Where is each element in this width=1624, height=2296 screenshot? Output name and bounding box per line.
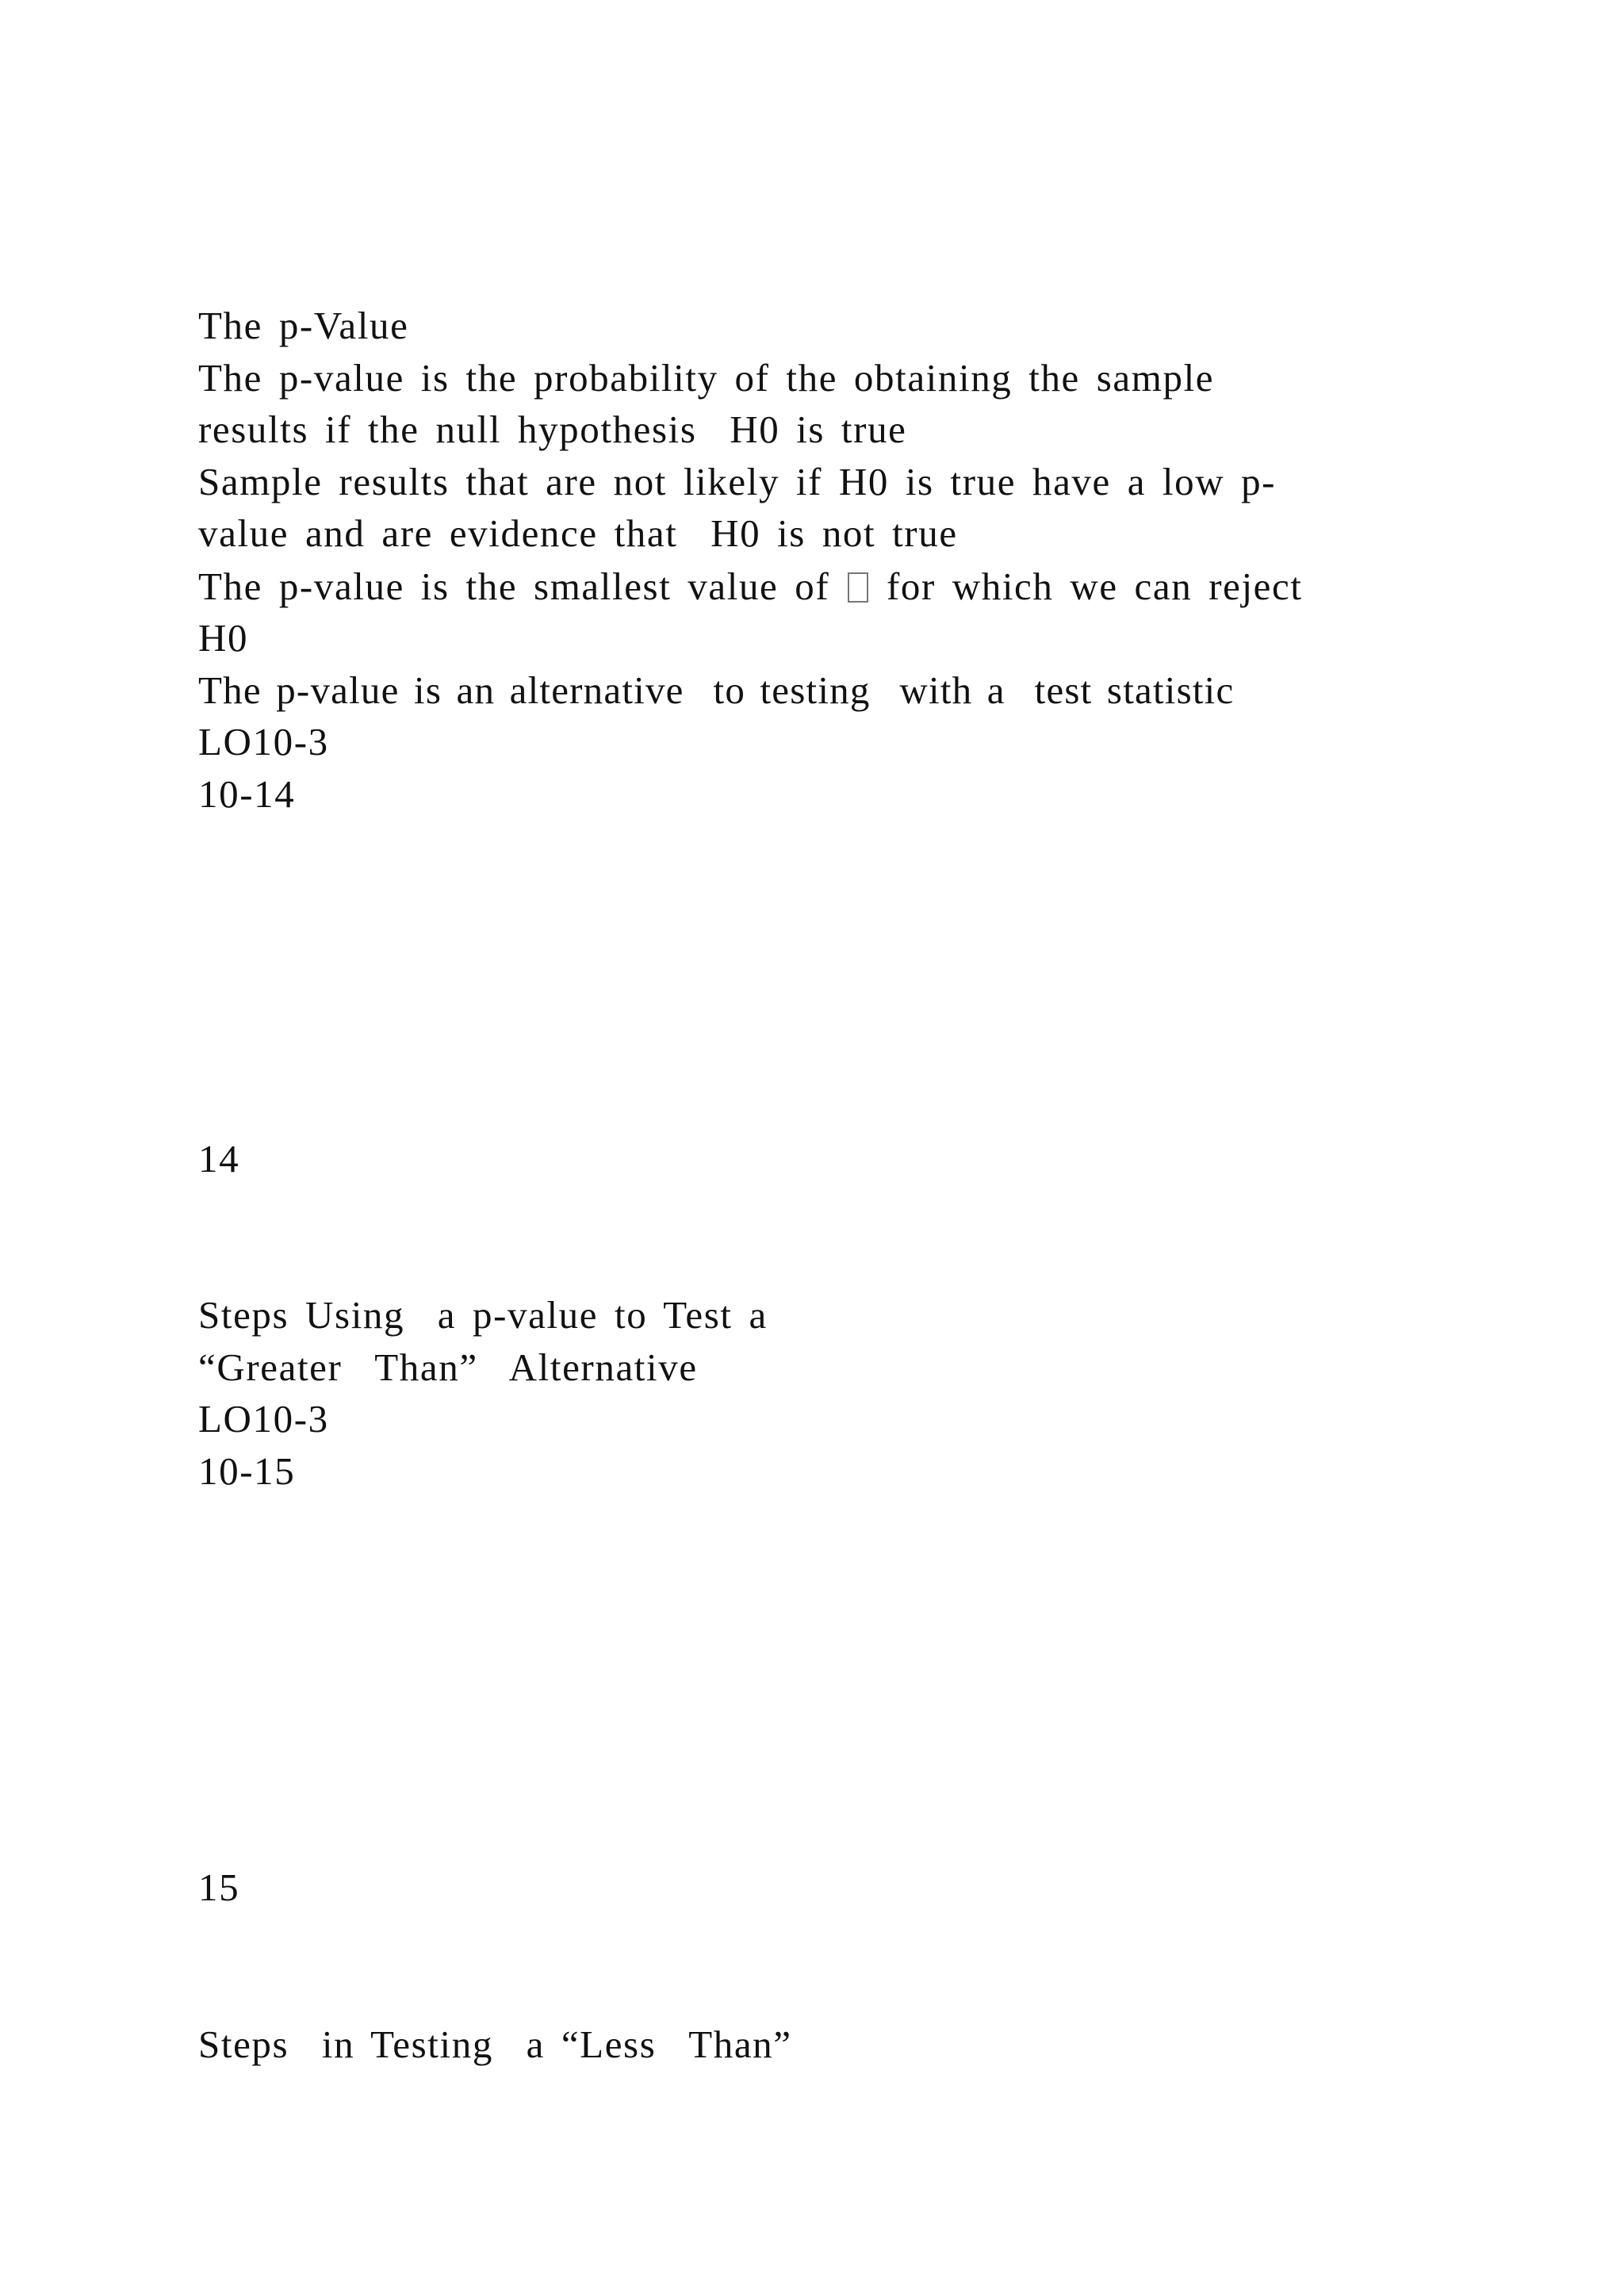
text-line: “Greater Than” Alternative — [198, 1345, 698, 1389]
learning-objective-code: LO10-3 — [198, 720, 329, 763]
slide-number-label: 10-15 — [198, 1449, 296, 1493]
slide-title-greater-than: Steps Using a p-value to Test a — [198, 1293, 768, 1337]
text-segment: for which we can reject — [870, 564, 1303, 608]
page-number: 14 — [198, 1137, 240, 1181]
text-line: value and are evidence that H0 is not true — [198, 511, 958, 555]
slide-title-p-value: The p-Value — [198, 304, 409, 347]
missing-glyph-box-icon — [848, 572, 868, 603]
page-number: 15 — [198, 1866, 240, 1909]
text-line: H0 — [198, 616, 249, 660]
learning-objective-code: LO10-3 — [198, 1397, 329, 1441]
text-segment: The p-value is the smallest value of — [198, 564, 847, 608]
text-line: Sample results that are not likely if H0 is true have a low p- — [198, 460, 1277, 503]
slide-number-label: 10-14 — [198, 772, 296, 816]
text-line-alpha — [198, 564, 1303, 609]
text-line: The p-value is the probability of the obtaining the sample — [198, 356, 1215, 400]
slide-title-less-than: Steps in Testing a “Less Than” — [198, 2022, 792, 2066]
text-line: The p-value is an alternative to testing with a test statistic — [198, 668, 1235, 712]
text-line: results if the null hypothesis H0 is true — [198, 408, 907, 451]
